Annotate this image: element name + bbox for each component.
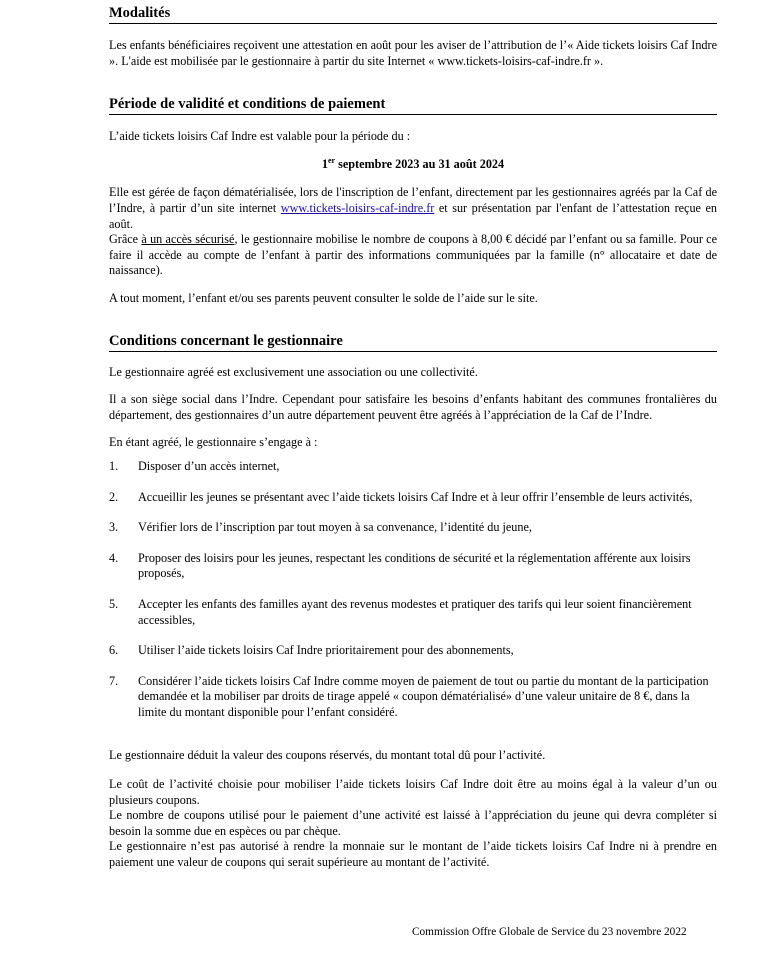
paragraph: Les enfants bénéficiaires reçoivent une attestation en août pour les aviser de l’attribution de l’« Aide tickets loisirs Caf Indre ». L'aide est mobilisée par le gestionnaire à partir du site Internet « www.tickets-loisirs-caf-indre.fr ». [109,38,717,68]
list-number: 7. [109,673,119,688]
paragraph: Le gestionnaire n’est pas autorisé à rendre la monnaie sur le montant de l’aide tickets loisirs Caf Indre ni à prendre en paiement une valeur de coupons qui serait supérieure au montant de l’activité. [109,839,717,870]
paragraph [109,185,717,232]
list-number: 6. [109,643,119,658]
list-item [109,520,717,536]
section-title-modalites: Modalités [109,4,717,24]
list-number: 3. [109,520,119,535]
list-number: 4. [109,550,119,565]
list-item [109,643,717,659]
list-number: 2. [109,489,119,504]
paragraph: Le gestionnaire déduit la valeur des coupons réservés, du montant total dû pour l’activité. [109,747,546,762]
paragraph: L’aide tickets loisirs Caf Indre est valable pour la période du : [109,129,411,144]
list-item [109,551,717,582]
paragraph: Le gestionnaire agréé est exclusivement une association ou une collectivité. [109,364,478,379]
section-title-periode: Période de validité et conditions de paiement [109,95,717,115]
text: Elle est gérée de façon dématérialisée, lors de l'inscription de l’enfant, directement par les gestionnaires agréés par la Caf de l’Indre, à partir d’un site internet [109,185,717,216]
list-item [109,490,717,506]
text: Grâce [109,232,142,247]
list-text: Proposer des loisirs pour les jeunes, respectant les conditions de sécurité et la réglementation afférente aux loisirs proposés, [138,550,691,581]
list-text: Utiliser l’aide tickets loisirs Caf Indre prioritairement pour des abonnements, [138,643,514,658]
document-page [109,0,717,871]
obligations-list [109,459,717,721]
underlined-text: à un accès sécurisé [141,232,235,247]
date-superscript: er [327,155,336,165]
paragraph: Le coût de l’activité choisie pour mobiliser l’aide tickets loisirs Caf Indre doit être au moins égal à la valeur d’un ou plusieurs coupons. [109,777,717,807]
validity-dates [109,153,717,173]
text: , le gestionnaire mobilise le nombre de coupons à 8,00 € décidé par l’enfant ou sa famille. Pour ce faire il accède au compte de l’enfant à partir des informations communiquées par la famille (n° allocataire et date de naissance). [109,232,717,278]
list-text: Considérer l’aide tickets loisirs Caf Indre comme moyen de paiement de tout ou partie du montant de la participation demandée et la mobiliser par droits de tirage appelé « coupon dématérialisé» d’une valeur unitaire de 8 €, dans la limite du montant disponible pour l’enfant considéré. [138,673,709,719]
list-item [109,674,717,721]
page-footer: Commission Offre Globale de Service du 23 novembre 2022 [412,926,687,938]
list-number: 1. [109,458,119,473]
paragraph: En étant agréé, le gestionnaire s’engage à : [109,435,318,450]
paragraph [109,232,717,279]
list-text: Accepter les enfants des familles ayant des revenus modestes et pratiquer des tarifs qui leur soient financièrement accessibles, [138,596,692,627]
list-text: Vérifier lors de l’inscription par tout moyen à sa convenance, l’identité du jeune, [138,520,532,535]
date-rest: septembre 2023 au 31 août 2024 [335,156,505,171]
paragraph: Il a son siège social dans l’Indre. Cependant pour satisfaire les besoins d’enfants habitant des communes frontalières du département, des gestionnaires d’un autre département peuvent être agréés à l’appréciation de la Caf de l’Indre. [109,392,717,422]
date-day: 1 [321,156,328,171]
site-link[interactable]: www.tickets-loisirs-caf-indre.fr [280,201,435,216]
list-text: Disposer d’un accès internet, [138,458,280,473]
text: et sur présentation par l'enfant de l’attestation reçue en août. [109,201,717,231]
list-item [109,597,717,628]
list-text: Accueillir les jeunes se présentant avec l’aide tickets loisirs Caf Indre et à leur offrir l’ensemble de leurs activités, [138,489,693,504]
paragraph: A tout moment, l’enfant et/ou ses parents peuvent consulter le solde de l’aide sur le site. [109,291,538,305]
section-title-conditions: Conditions concernant le gestionnaire [109,332,717,352]
paragraph: Le nombre de coupons utilisé pour le paiement d’une activité est laissé à l’appréciation du jeune qui devra compléter si besoin la somme due en espèces ou par chèque. [109,808,717,838]
list-item [109,459,717,475]
list-number: 5. [109,596,119,611]
